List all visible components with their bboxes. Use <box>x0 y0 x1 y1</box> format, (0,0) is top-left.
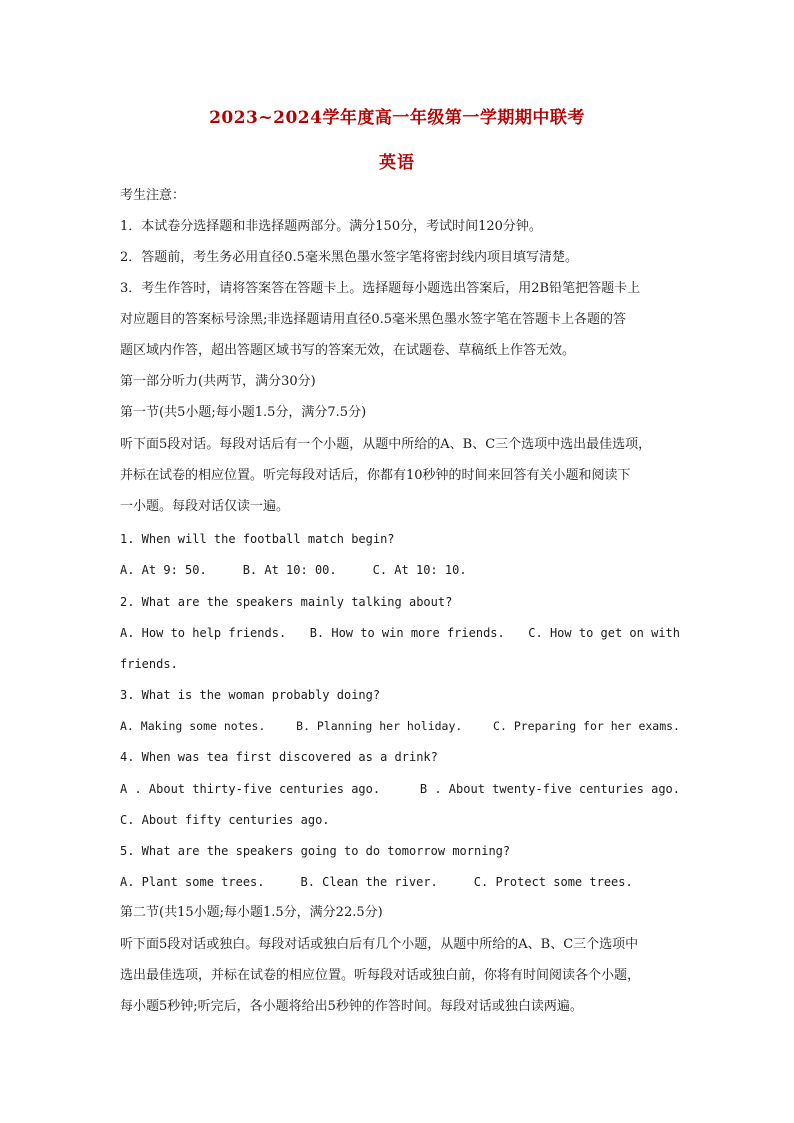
subject-title: 英语 <box>379 153 415 173</box>
q2-option-c: C. How to get on with <box>528 626 680 640</box>
section2-instructions-line-1: 听下面5段对话或独白。每段对话或独白后有几个小题，从题中所给的A、B、C三个选项中 <box>120 937 639 952</box>
notice-heading: 考生注意： <box>120 188 186 203</box>
question-2-options <box>120 624 680 642</box>
question-3-options <box>120 717 680 735</box>
section1-instructions-line-1: 听下面5段对话。每段对话后有一个小题，从题中所给的A、B、C三个选项中选出最佳选项， <box>120 437 652 452</box>
q2-option-c-continued: friends. <box>120 657 178 671</box>
section1-instructions-line-2: 并标在试卷的相应位置。听完每段对话后，你都有10秒钟的时间来回答有关小题和阅读下 <box>120 468 631 483</box>
q4-option-b: B . About twenty-five centuries ago. <box>419 782 680 796</box>
question-3: 3. What is the woman probably doing? <box>120 688 381 702</box>
section2-heading: 第二节(共15小题;每小题1.5分，满分22.5分) <box>120 905 383 920</box>
q1-option-b: B. At 10: 00. <box>242 563 337 577</box>
q3-option-c: C. Preparing for her exams. <box>493 719 680 733</box>
q1-option-a: A. At 9: 50. <box>120 563 207 577</box>
question-1-options <box>120 561 680 579</box>
notice-item-3-line-1: 3．考生作答时，请将答案答在答题卡上。选择题每小题选出答案后，用2B铅笔把答题卡上 <box>120 281 641 296</box>
question-2: 2. What are the speakers mainly talking about? <box>120 595 453 609</box>
question-4-options <box>120 780 680 798</box>
notice-item-1: 1．本试卷分选择题和非选择题两部分。满分150分，考试时间120分钟。 <box>120 219 542 234</box>
exam-title: 2023~2024学年度高一年级第一学期期中联考 <box>209 108 585 128</box>
section1-instructions-line-3: 一小题。每段对话仅读一遍。 <box>120 499 290 514</box>
notice-item-3-line-3: 题区域内作答，超出答题区域书写的答案无效，在试题卷、草稿纸上作答无效。 <box>120 343 576 358</box>
q3-option-b: B. Planning her holiday. <box>296 719 463 733</box>
q5-option-a: A. Plant some trees. <box>120 875 265 889</box>
q5-option-c: C. Protect some trees. <box>473 875 633 889</box>
q4-option-c: C. About fifty centuries ago. <box>120 813 330 827</box>
part1-heading: 第一部分听力(共两节，满分30分) <box>120 374 316 389</box>
q5-option-b: B. Clean the river. <box>300 875 438 889</box>
section1-heading: 第一节(共5小题;每小题1.5分，满分7.5分) <box>120 405 367 420</box>
q2-option-b: B. How to win more friends. <box>309 626 505 640</box>
question-5: 5. What are the speakers going to do tomorrow morning? <box>120 844 511 858</box>
notice-item-3-line-2: 对应题目的答案标号涂黑;非选择题请用直径0.5毫米黑色墨水签字笔在答题卡上各题的答 <box>120 312 627 327</box>
q4-option-a: A . About thirty-five centuries ago. <box>120 782 381 796</box>
section2-instructions-line-3: 每小题5秒钟;听完后，各小题将给出5秒钟的作答时间。每段对话或独白读两遍。 <box>120 999 583 1014</box>
question-4: 4. When was tea first discovered as a drink? <box>120 750 438 764</box>
q1-option-c: C. At 10: 10. <box>372 563 467 577</box>
question-1: 1. When will the football match begin? <box>120 532 395 546</box>
notice-item-2: 2．答题前，考生务必用直径0.5毫米黑色墨水签字笔将密封线内项目填写清楚。 <box>120 250 578 265</box>
section2-instructions-line-2: 选出最佳选项，并标在试卷的相应位置。听每段对话或独白前，你将有时间阅读各个小题， <box>120 968 641 983</box>
question-5-options <box>120 873 680 891</box>
q3-option-a: A. Making some notes. <box>120 719 266 733</box>
q2-option-a: A. How to help friends. <box>120 626 287 640</box>
